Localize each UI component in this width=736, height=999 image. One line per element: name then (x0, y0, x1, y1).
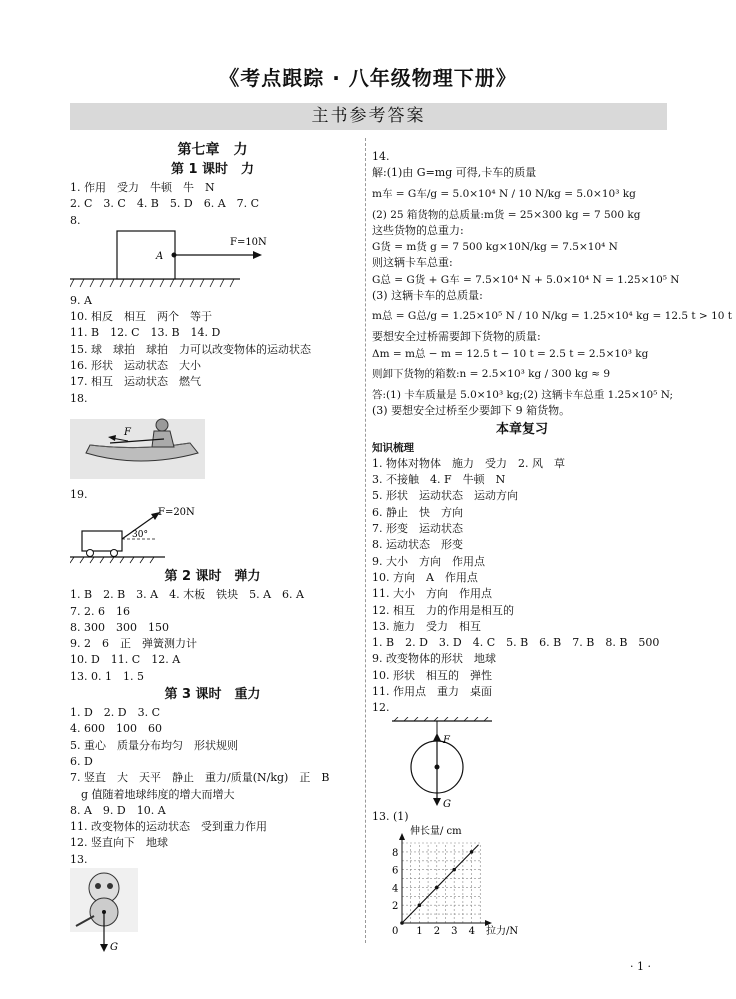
figure-13-graph (372, 825, 672, 935)
spring-extension-chart (372, 825, 672, 935)
answer-line: 则这辆卡车总重: (372, 256, 453, 270)
data-point (470, 850, 474, 854)
lesson2-answers (70, 587, 355, 685)
answer-line: 12. 相互 力的作用是相互的 (372, 603, 514, 617)
right-column (372, 149, 732, 935)
left-column (70, 140, 355, 952)
answer-line: 5. 形状 运动状态 运动方向 (372, 489, 518, 503)
answer-line: 11. 改变物体的运动状态 受到重力作用 (70, 820, 267, 834)
answer-line: 13. (70, 852, 88, 866)
answer-line: 6. 静止 快 方向 (372, 505, 463, 519)
answer-line: 答:(1) 卡车质量是 5.0×10³ kg;(2) 这辆卡车总重 1.25×10⁵ N; (372, 388, 674, 401)
answer-line: 11. 作用点 重力 桌面 (372, 685, 492, 699)
answer-line: 8. A 9. D 10. A (70, 803, 166, 817)
answer-line: 1. 作用 受力 牛顿 牛 N (70, 181, 215, 194)
point-label: A (156, 250, 164, 262)
x-tick-label: 2 (433, 925, 441, 935)
figure-13-mascot (70, 868, 355, 952)
review-title: 本章复习 (495, 421, 548, 437)
answer-line: 17. 相互 运动状态 燃气 (70, 375, 201, 389)
y-tick-label: 2 (392, 901, 399, 913)
answer-line: 9. A (70, 293, 92, 307)
answer-line: 9. 大小 方向 作用点 (372, 554, 485, 568)
formula-line: m总 = G总/g = 1.25×10⁵ N / 10 N/kg = 1.25×10⁴ kg = 12.5 t > 10 t (372, 310, 732, 323)
chart-series (400, 845, 478, 925)
answer-line: 16. 形状 运动状态 大小 (70, 359, 201, 373)
answer-line: (3) 要想安全过桥至少要卸下 9 箱货物。 (372, 404, 571, 418)
lesson2-title: 第 2 课时 弹力 (164, 569, 261, 585)
answer-line: 2. C 3. C 4. B 5. D 6. A 7. C (70, 197, 260, 211)
answer-line: 7. 形变 运动状态 (372, 522, 463, 536)
answer-line: (3) 这辆卡车的总质量: (372, 289, 483, 303)
figure-12-pulley (372, 717, 672, 809)
data-point (452, 868, 456, 872)
rower-head (156, 419, 168, 431)
y-axis-label: 伸长量/ cm (410, 825, 462, 837)
column-divider (365, 138, 366, 943)
x-tick-label: 4 (468, 925, 475, 935)
formula-line: 则卸下货物的箱数:n = 2.5×10³ kg / 300 kg ≈ 9 (372, 367, 611, 380)
y-tick-label: 4 (392, 883, 399, 895)
answer-line: 13. (1) (372, 809, 409, 823)
review-answers (372, 456, 672, 717)
answer-line: 3. 不接触 4. F 牛顿 N (372, 473, 506, 487)
lesson1-title: 第 1 课时 力 (170, 162, 255, 177)
page-number: · 1 · (630, 960, 651, 973)
y-tick-label: 6 (392, 865, 399, 877)
answer-line: 10. 方向 A 作用点 (372, 570, 478, 584)
force-label: F (124, 426, 131, 438)
answer-line: 这些货物的总重力: (372, 223, 464, 237)
answer-line: 9. 2 6 正 弹簧测力计 (70, 637, 197, 651)
answer-line: 19. (70, 487, 88, 501)
cart (82, 531, 122, 551)
answer-line: 9. 改变物体的形状 地球 (372, 652, 496, 666)
x-tick-label: 3 (451, 925, 458, 935)
figure-12-svg (372, 717, 672, 809)
answer-line: 8. (70, 213, 81, 227)
lesson3-title: 第 3 课时 重力 (164, 687, 261, 703)
answer-line: 7. 2. 6 16 (70, 604, 130, 618)
answer-line: 13. 0. 1 1. 5 (70, 669, 144, 683)
answer-line: 1. D 2. D 3. C (70, 706, 161, 720)
answer-line: 解:(1)由 G=mg 可得,卡车的质量 (372, 166, 537, 180)
data-point (435, 886, 439, 890)
answer-line: 1. 物体对物体 施力 受力 2. 风 草 (372, 456, 565, 470)
figure-8-svg (70, 229, 355, 293)
answer-line: 1. B 2. B 3. A 4. 木板 铁块 5. A 6. A (70, 588, 304, 602)
x-tick-label: 0 (392, 925, 399, 935)
answer-line: Δm = m总 − m = 12.5 t − 10 t = 2.5 t = 2.5×10³ kg (372, 347, 649, 360)
answer-line: 10. D 11. C 12. A (70, 653, 181, 667)
answer-line: G货 = m货 g = 7 500 kg×10N/kg = 7.5×10⁴ N (372, 241, 618, 254)
section-banner: 主书参考答案 (70, 103, 667, 130)
force-label: G (110, 942, 118, 953)
f-label: F (443, 734, 450, 746)
figure-13-svg (70, 868, 355, 952)
book-title: 《考点跟踪 · 八年级物理下册》 (219, 66, 517, 90)
figure-18-svg (70, 407, 355, 487)
y-axis-arrow (399, 833, 405, 840)
answer-line: 13. 施力 受力 相互 (372, 619, 481, 633)
y-tick-label: 8 (392, 847, 399, 859)
answer-line: 7. 竖直 大 天平 静止 重力/质量(N/kg) 正 B (70, 771, 330, 785)
answer-line: 12. (372, 701, 390, 715)
answer-line: 18. (70, 391, 88, 405)
answer-line: 5. 重心 质量分布均匀 形状规则 (70, 738, 238, 752)
answer-line: 6. D (70, 754, 93, 768)
figure-8-block-force (70, 229, 355, 293)
lesson3-answers (70, 705, 355, 868)
answer-line: 要想安全过桥需要卸下货物的质量: (372, 330, 541, 344)
data-point (400, 921, 404, 925)
answer-line: 14. (372, 150, 390, 163)
force-label: F=10N (230, 236, 267, 248)
figure-19-cart (70, 503, 355, 567)
answer-line: 12. 竖直向下 地球 (70, 836, 168, 850)
lesson1-answers-a (70, 180, 355, 229)
x-tick-label: 1 (416, 925, 423, 935)
chapter-title: 第七章 力 (177, 142, 248, 158)
figure-19-svg (70, 503, 355, 567)
figure-18-boat (70, 407, 355, 487)
angle-label: 30° (132, 530, 148, 541)
answer-line: 8. 运动状态 形变 (372, 538, 463, 552)
answer-line: 10. 相反 相互 两个 等于 (70, 310, 212, 324)
answer-line: 8. 300 300 150 (70, 620, 169, 634)
answer-line: 10. 形状 相互的 弹性 (372, 668, 492, 682)
block (117, 231, 175, 279)
lesson1-answers-b (70, 293, 355, 407)
g-label: G (443, 798, 451, 809)
formula-line: m车 = G车/g = 5.0×10⁴ N / 10 N/kg = 5.0×10³ kg (372, 187, 636, 200)
x-axis-label: 拉力/N (486, 925, 519, 935)
knowledge-title: 知识梳理 (372, 441, 414, 454)
answer-line: G总 = G货 + G车 = 7.5×10⁴ N + 5.0×10⁴ N = 1.25×10⁵ N (372, 273, 680, 286)
data-point (418, 903, 422, 907)
answer-line: (2) 25 箱货物的总质量:m货 = 25×300 kg = 7 500 kg (372, 208, 641, 221)
answer-line: 11. B 12. C 13. B 14. D (70, 326, 221, 340)
answer-line: g 值随着地球纬度的增大而增大 (70, 787, 235, 801)
series-line (402, 845, 479, 923)
answer-line: 15. 球 球拍 球拍 力可以改变物体的运动状态 (70, 342, 311, 356)
force-label: F=20N (158, 507, 195, 519)
answer-line: 1. B 2. D 3. D 4. C 5. B 6. B 7. B 8. B 500 (372, 636, 660, 650)
answer-line: 11. 大小 方向 作用点 (372, 587, 492, 601)
answer-line: 4. 600 100 60 (70, 722, 162, 736)
